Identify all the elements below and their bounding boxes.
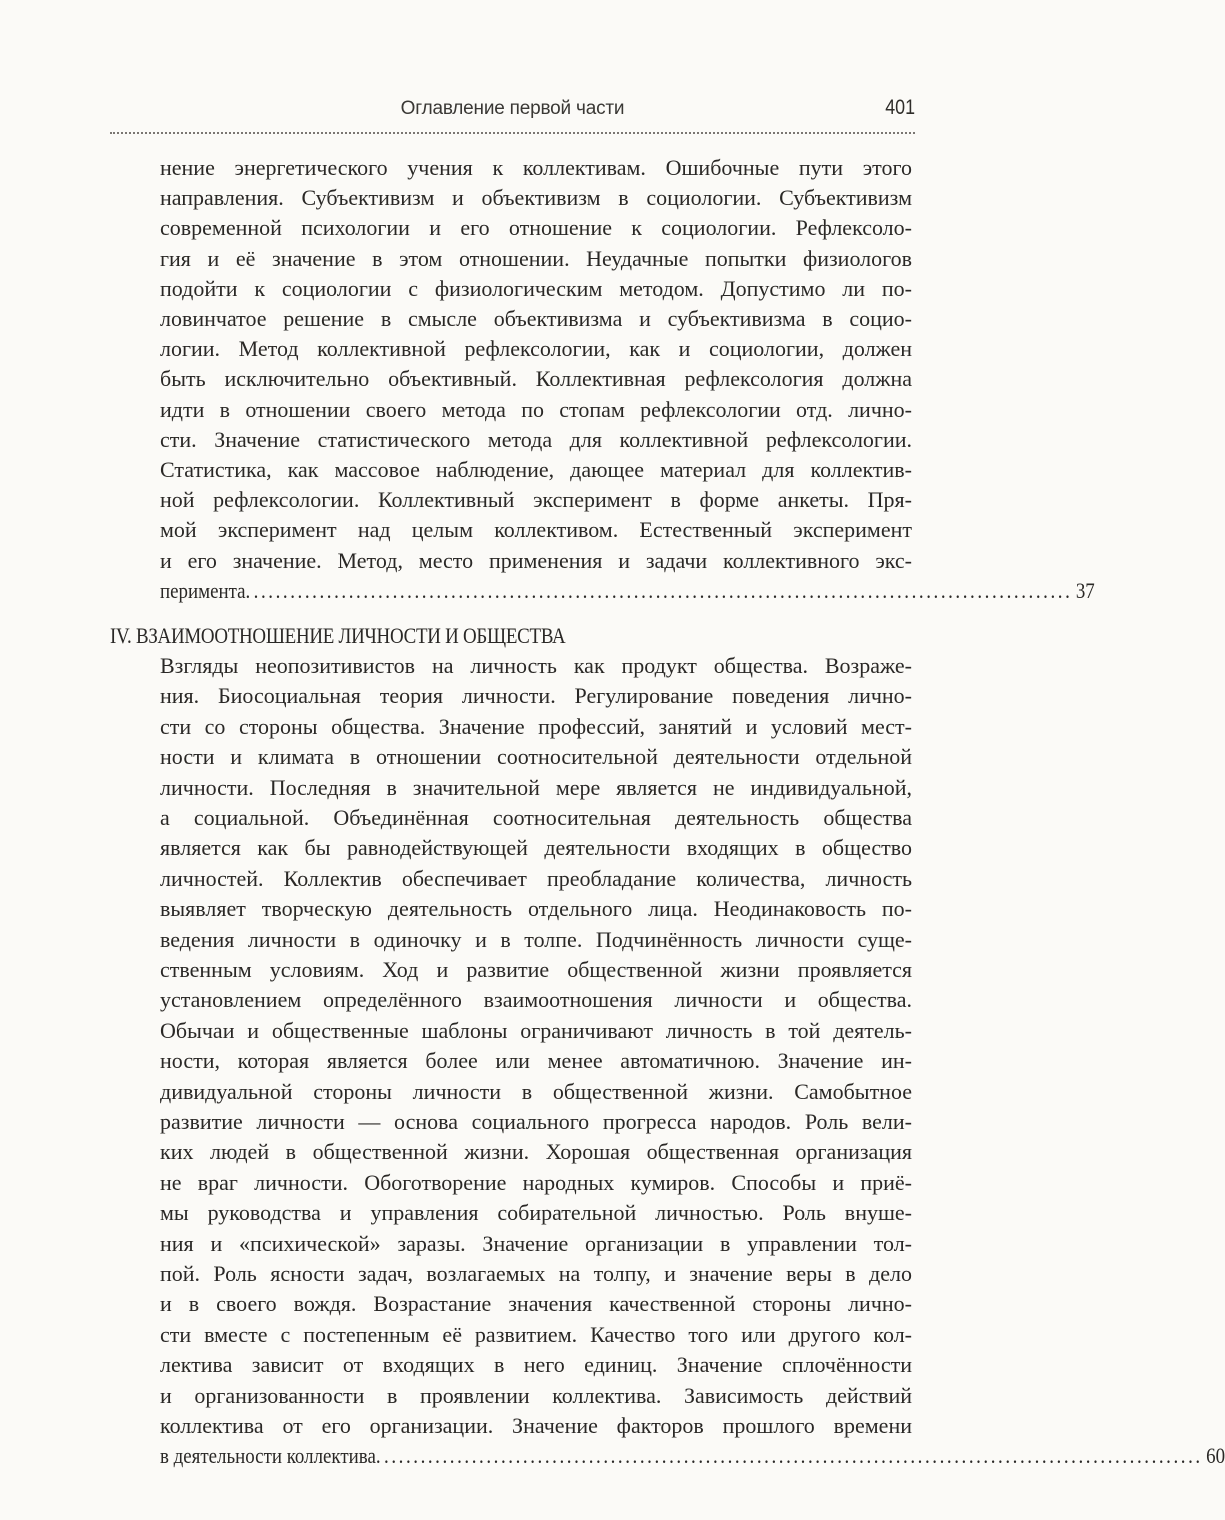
toc-text-line: является как бы равнодействующей деятельности входящих в общество (160, 835, 912, 861)
running-title: Оглавление первой части (400, 98, 625, 119)
toc-text-line: гия и её значение в этом отношении. Неудачные попытки физиологов (160, 245, 912, 271)
toc-text-line: ственным условиям. Ход и развитие общественной жизни проявляется (160, 957, 912, 982)
toc-text-line: и организованности в проявлении коллектива. Зависимость действий (160, 1382, 912, 1408)
toc-text-line: ведения личности в одиночку и в толпе. Подчинённость личности суще- (160, 926, 912, 952)
toc-text-line: лектива зависит от входящих в него единиц. Значение сплочённости (160, 1352, 912, 1378)
toc-text-line: подойти к социологии с физиологическим методом. Допустимо ли по- (160, 275, 912, 301)
toc-text-line: ния. Биосоциальная теория личности. Регулирование поведения лично- (160, 683, 912, 709)
toc-text-line: ности и климата в отношении соотносительной деятельности отдельной (160, 744, 912, 770)
toc-text-line: и его значение. Метод, место применения и задачи коллективного экс- (160, 547, 912, 573)
toc-text-line: направления. Субъективизм и объективизм в социологии. Субъективизм (160, 185, 912, 211)
toc-text-line: сти со стороны общества. Значение профессий, занятий и условий мест- (160, 713, 912, 739)
toc-text-line: сти. Значение статистического метода для коллективной рефлексологии. (160, 426, 912, 452)
toc-text-line: идти в отношении своего метода по стопам рефлексологии отд. лично- (160, 396, 912, 422)
toc-text-line: нение энергетического учения к коллективам. Ошибочные пути этого (160, 155, 912, 180)
leader-dots: ................................................................................................................ (253, 577, 1073, 603)
toc-text-line: ной рефлексологии. Коллективный эксперимент в форме анкеты. Пря- (160, 487, 912, 513)
toc-text-line: личностей. Коллектив обеспечивает преобладание количества, личность (160, 865, 912, 891)
toc-text-line: современной психологии и его отношение к социологии. Рефлексоло- (160, 215, 912, 241)
toc-text-line: личности. Последняя в значительной мере является не индивидуальной, (160, 774, 912, 800)
toc-text-line: коллектива от его организации. Значение факторов прошлого времени (160, 1413, 912, 1438)
toc-text-line: мы руководства и управления собирательной личностью. Роль внуше- (160, 1200, 912, 1226)
toc-text-line: Обычаи и общественные шаблоны ограничивают личность в той деятель- (160, 1017, 912, 1043)
toc-text-line: мой эксперимент над целым коллективом. Естественный эксперимент (160, 517, 912, 543)
running-header (110, 96, 915, 134)
toc-last-line-text: перимента. (160, 577, 251, 603)
toc-text-line: Взгляды неопозитивистов на личность как продукт общества. Возраже- (160, 653, 912, 678)
toc-last-line (160, 1441, 1225, 1471)
page-number: 401 (885, 96, 915, 119)
toc-last-line-text: в деятельности коллектива. (160, 1443, 381, 1469)
toc-text-line: установлением определённого взаимоотношения личности и общества. (160, 987, 912, 1013)
toc-text-line: быть исключительно объективный. Коллективная рефлексология должна (160, 366, 912, 392)
toc-text-line: выявляет творческую деятельность отдельного лица. Неодинаковость по- (160, 896, 912, 922)
toc-text-line: логии. Метод коллективной рефлексологии, как и социологии, должен (160, 336, 912, 362)
toc-text-line: пой. Роль ясности задач, возлагаемых на толпу, и значение веры в дело (160, 1261, 912, 1286)
toc-text-line: не враг личности. Обоготворение народных кумиров. Способы и приё- (160, 1169, 912, 1195)
toc-text-line: ния и «психической» заразы. Значение организации в управлении тол- (160, 1230, 912, 1256)
toc-text-line: ловинчатое решение в смысле объективизма и субъективизма в социо- (160, 306, 912, 331)
toc-text-line: ности, которая является более или менее автоматичною. Значение ин- (160, 1048, 912, 1074)
section-heading: IV. ВЗАИМООТНОШЕНИЕ ЛИЧНОСТИ И ОБЩЕСТВА (110, 623, 566, 648)
toc-text-line: ких людей в общественной жизни. Хорошая общественная организация (160, 1139, 912, 1165)
toc-text-line: сти вместе с постепенным её развитием. Качество того или другого кол- (160, 1321, 912, 1347)
toc-text-line: Статистика, как массовое наблюдение, дающее материал для коллектив- (160, 457, 912, 482)
toc-text-line: и в своего вождя. Возрастание значения качественной стороны лично- (160, 1291, 912, 1317)
leader-dots: ................................................................................................................ (384, 1443, 1203, 1469)
toc-page-ref[interactable]: 37 (1075, 577, 1095, 603)
toc-page-ref[interactable]: 60 (1206, 1443, 1225, 1469)
toc-text-line: дивидуальной стороны личности в общественной жизни. Самобытное (160, 1078, 912, 1104)
toc-text-line: развитие личности — основа социального прогресса народов. Роль вели- (160, 1109, 912, 1134)
toc-text-line: а социальной. Объединённая соотносительная деятельность общества (160, 805, 912, 830)
toc-last-line (160, 576, 1095, 606)
